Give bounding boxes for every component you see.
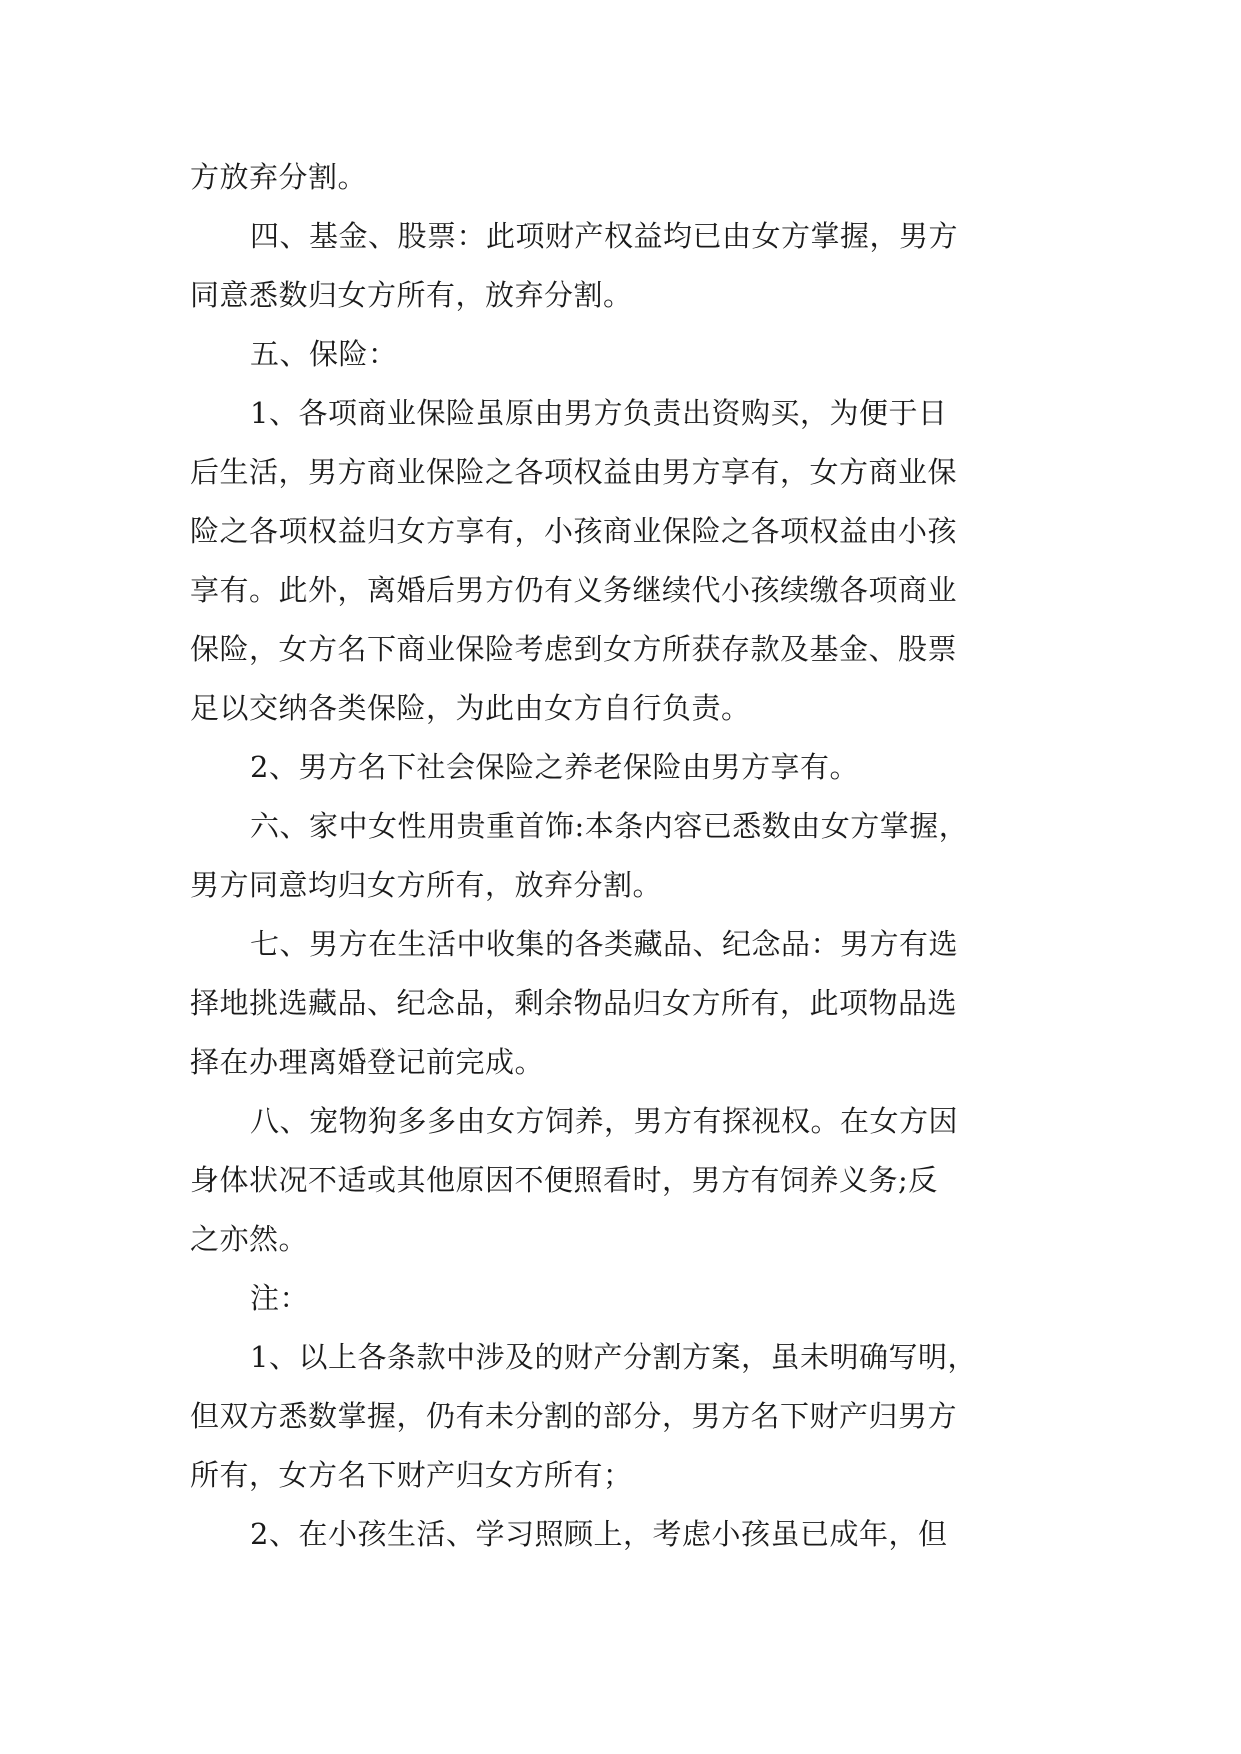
text-line: 身体状况不适或其他原因不便照看时，男方有饲养义务;反 [190, 1163, 938, 1197]
text-line: 六、家中女性用贵重首饰:本条内容已悉数由女方掌握， [250, 809, 969, 843]
text-line: 择在办理离婚登记前完成。 [190, 1045, 545, 1079]
text-line: 2、在小孩生活、学习照顾上，考虑小孩虽已成年，但 [250, 1517, 948, 1551]
section-heading-insurance: 五、保险： [250, 337, 398, 371]
text-line: 足以交纳各类保险，为此由女方自行负责。 [190, 691, 751, 725]
text-line: 七、男方在生活中收集的各类藏品、纪念品：男方有选 [250, 927, 959, 961]
text-line: 四、基金、股票：此项财产权益均已由女方掌握，男方 [250, 219, 959, 253]
note-heading: 注： [250, 1281, 310, 1315]
text-line: 享有。此外，离婚后男方仍有义务继续代小孩续缴各项商业 [190, 573, 958, 607]
text-line: 后生活，男方商业保险之各项权益由男方享有，女方商业保 [190, 455, 958, 489]
text-line: 1、以上各条款中涉及的财产分割方案，虽未明确写明， [250, 1340, 977, 1374]
text-line: 择地挑选藏品、纪念品，剩余物品归女方所有，此项物品选 [190, 986, 958, 1020]
text-line: 但双方悉数掌握，仍有未分割的部分，男方名下财产归男方 [190, 1399, 958, 1433]
text-line: 八、宠物狗多多由女方饲养，男方有探视权。在女方因 [250, 1104, 959, 1138]
text-line: 1、各项商业保险虽原由男方负责出资购买，为便于日 [250, 396, 948, 430]
text-line: 保险，女方名下商业保险考虑到女方所获存款及基金、股票 [190, 632, 958, 666]
text-line: 之亦然。 [190, 1222, 309, 1256]
text-line: 同意悉数归女方所有，放弃分割。 [190, 278, 633, 312]
document-body [190, 148, 1050, 1564]
text-line: 方放弃分割。 [190, 160, 368, 194]
text-line: 所有，女方名下财产归女方所有； [190, 1458, 633, 1492]
text-line: 险之各项权益归女方享有，小孩商业保险之各项权益由小孩 [190, 514, 958, 548]
text-line: 2、男方名下社会保险之养老保险由男方享有。 [250, 750, 859, 784]
text-line: 男方同意均归女方所有，放弃分割。 [190, 868, 663, 902]
